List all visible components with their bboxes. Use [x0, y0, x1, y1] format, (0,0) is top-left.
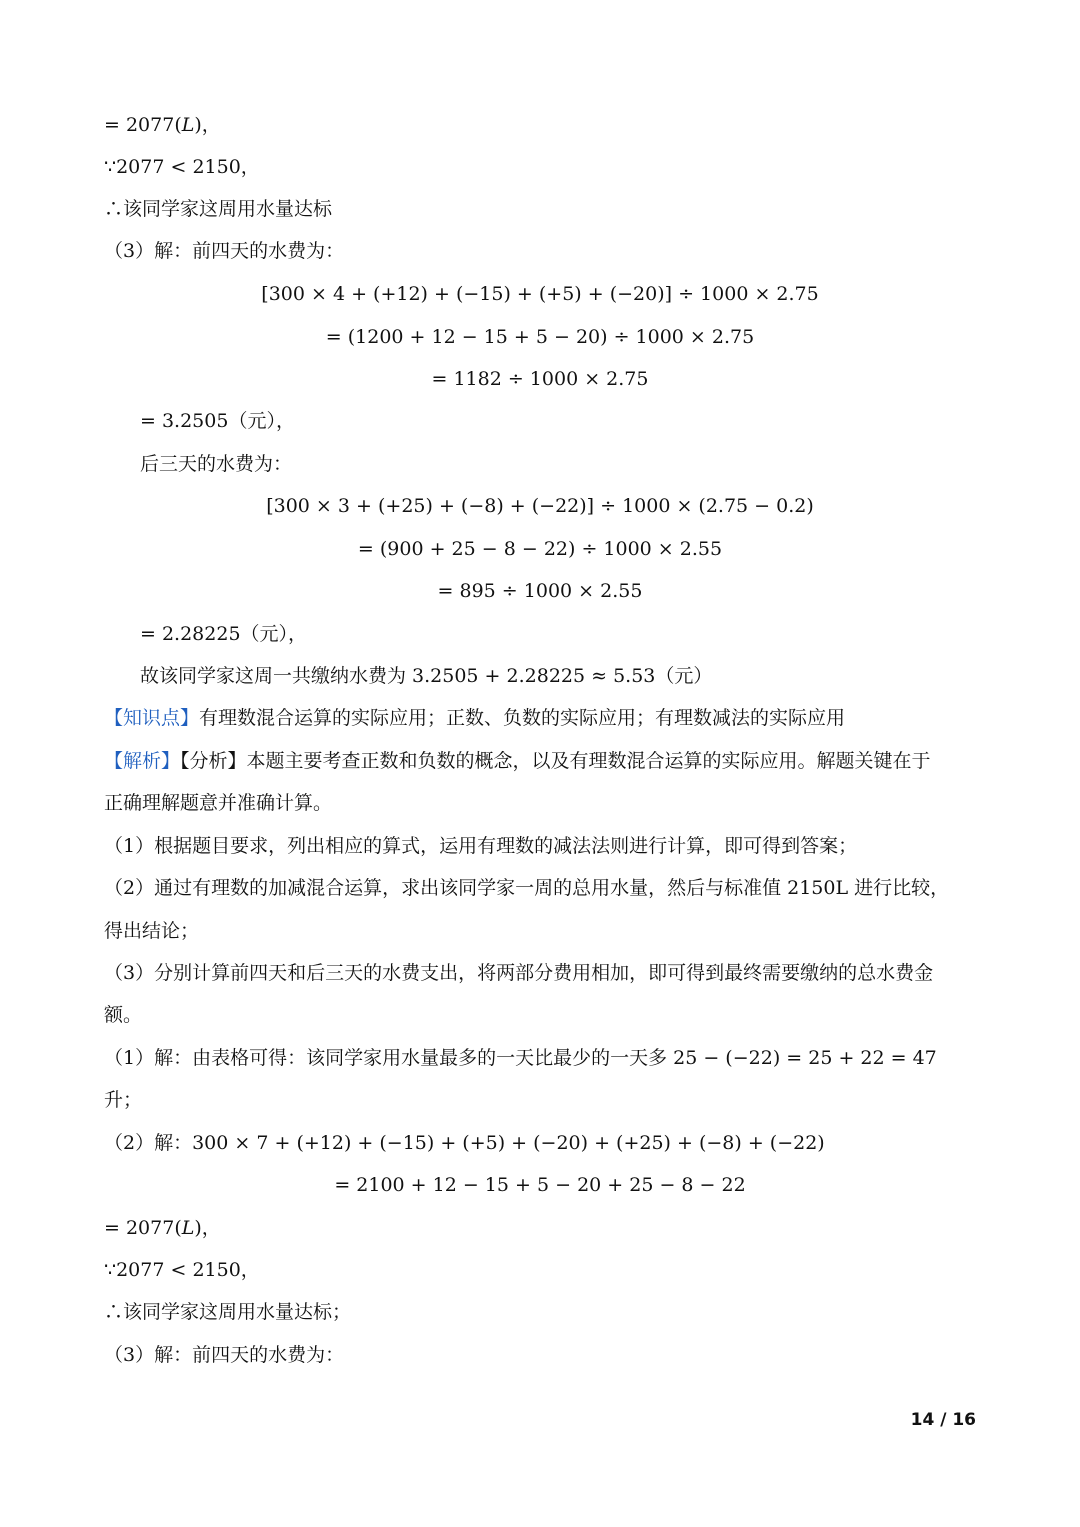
text-line: （1）解：由表格可得：该同学家用水量最多的一天比最少的一天多 25 − (−22) = 25 + 22 = 47 — [104, 1047, 937, 1069]
text-line: ∵2077 < 2150， — [104, 1259, 260, 1281]
text-line: （3）分别计算前四天和后三天的水费支出，将两部分费用相加，即可得到最终需要缴纳的总水费金 — [104, 962, 934, 984]
text-line: 正确理解题意并准确计算。 — [104, 792, 333, 814]
equation-line: = 2100 + 12 − 15 + 5 − 20 + 25 − 8 − 22 — [334, 1174, 746, 1196]
text-line: = 3.2505（元）， — [140, 410, 295, 432]
equation-line: = (1200 + 12 − 15 + 5 − 20) ÷ 1000 × 2.75 — [325, 326, 755, 348]
text-line: = 2077(𝐿)， — [104, 114, 221, 136]
text-line: 升； — [104, 1089, 143, 1111]
equation-line: [300 × 4 + (+12) + (−15) + (+5) + (−20)] ÷ 1000 × 2.75 — [261, 283, 819, 305]
equation-line: = 1182 ÷ 1000 × 2.75 — [431, 368, 649, 390]
text-line: （2）解：300 × 7 + (+12) + (−15) + (+5) + (−20) + (+25) + (−8) + (−22) — [104, 1132, 825, 1154]
text-line: = 2.28225（元）， — [140, 623, 308, 645]
text-line: 额。 — [104, 1004, 143, 1026]
text-line: （3）解：前四天的水费为： — [104, 1344, 345, 1366]
knowledge-text: 有理数混合运算的实际应用；正数、负数的实际应用；有理数减法的实际应用 — [199, 707, 846, 729]
analysis-text: 【分析】本题主要考查正数和负数的概念，以及有理数混合运算的实际应用。解题关键在于 — [180, 750, 931, 772]
analysis-tag: 【解析】 — [104, 750, 181, 772]
text-line: = 2077(𝐿)， — [104, 1217, 221, 1239]
text-line: ∵2077 < 2150， — [104, 156, 260, 178]
knowledge-tag: 【知识点】 — [104, 707, 200, 729]
page-number: 14 / 16 — [910, 1410, 976, 1430]
equation-line: = (900 + 25 − 8 − 22) ÷ 1000 × 2.55 — [357, 538, 723, 560]
text-line: （1）根据题目要求，列出相应的算式，运用有理数的减法法则进行计算，即可得到答案； — [104, 835, 858, 857]
equation-line: [300 × 3 + (+25) + (−8) + (−22)] ÷ 1000 × (2.75 − 0.2) — [266, 495, 814, 517]
text-line: （3）解：前四天的水费为： — [104, 240, 345, 262]
text-line: （2）通过有理数的加减混合运算，求出该同学家一周的总用水量，然后与标准值 2150L 进行比较， — [104, 877, 950, 899]
text-line: 后三天的水费为： — [140, 453, 293, 475]
knowledge-point — [0, 697, 1080, 739]
text-line: ∴该同学家这周用水量达标 — [104, 198, 333, 220]
text-line: 得出结论； — [104, 920, 200, 942]
analysis-section — [0, 740, 1080, 782]
text-line: 故该同学家这周一共缴纳水费为 3.2505 + 2.28225 ≈ 5.53（元） — [140, 665, 713, 687]
equation-line: = 895 ÷ 1000 × 2.55 — [437, 580, 643, 602]
text-line: ∴该同学家这周用水量达标； — [104, 1301, 352, 1323]
